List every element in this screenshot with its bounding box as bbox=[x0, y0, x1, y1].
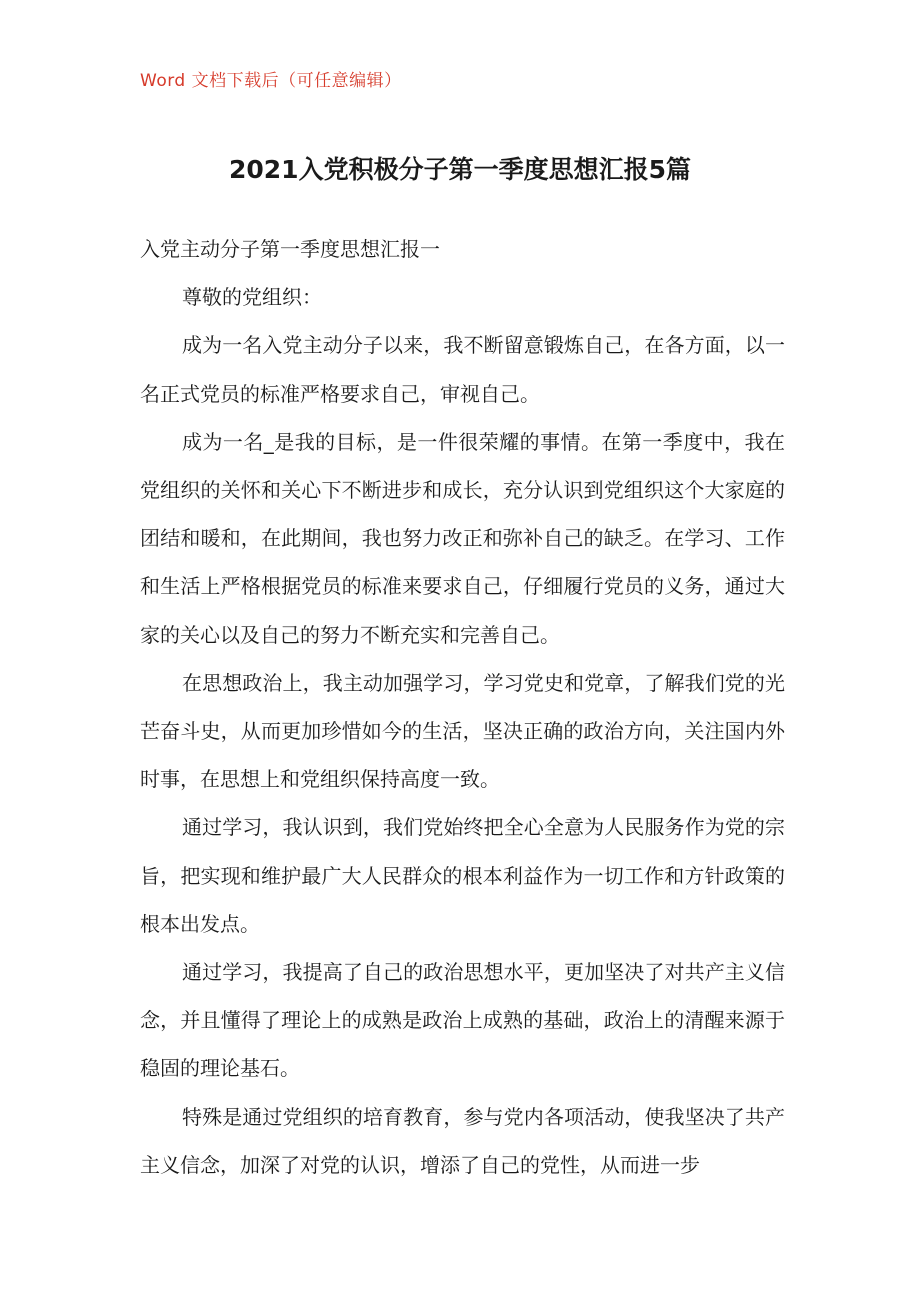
document-title: 2021入党积极分子第一季度思想汇报5篇 bbox=[229, 155, 691, 184]
paragraph: 成为一名入党主动分子以来，我不断留意锻炼自己，在各方面，以一名正式党员的标准严格要求自己，审视自己。 bbox=[140, 333, 785, 406]
document-body bbox=[140, 225, 785, 1189]
paragraph: 通过学习，我提高了自己的政治思想水平，更加坚决了对共产主义信念，并且懂得了理论上的成熟是政治上成熟的基础，政治上的清醒来源于稳固的理论基石。 bbox=[140, 960, 785, 1081]
paragraph: 通过学习，我认识到，我们党始终把全心全意为人民服务作为党的宗旨，把实现和维护最广大人民群众的根本利益作为一切工作和方针政策的根本出发点。 bbox=[140, 815, 785, 936]
download-note: Word 文档下载后（可任意编辑） bbox=[140, 71, 402, 91]
paragraph: 在思想政治上，我主动加强学习，学习党史和党章，了解我们党的光芒奋斗史，从而更加珍惜如今的生活，坚决正确的政治方向，关注国内外时事，在思想上和党组织保持高度一致。 bbox=[140, 670, 785, 792]
paragraph: 特殊是通过党组织的培育教育，参与党内各项活动，使我坚决了共产主义信念，加深了对党的认识，增添了自己的党性，从而进一步 bbox=[140, 1104, 785, 1177]
section-heading: 入党主动分子第一季度思想汇报一 bbox=[140, 237, 440, 261]
paragraph: 成为一名_是我的目标，是一件很荣耀的事情。在第一季度中，我在党组织的关怀和关心下不断进步和成长，充分认识到党组织这个大家庭的团结和暖和，在此期间，我也努力改正和弥补自己的缺乏。在学习、工作和生活上严格根据党员的标准来要求自己，仔细履行党员的义务，通过大家的关心以及自己的努力不断充实和完善自己。 bbox=[140, 429, 785, 647]
salutation: 尊敬的党组织： bbox=[182, 285, 322, 310]
